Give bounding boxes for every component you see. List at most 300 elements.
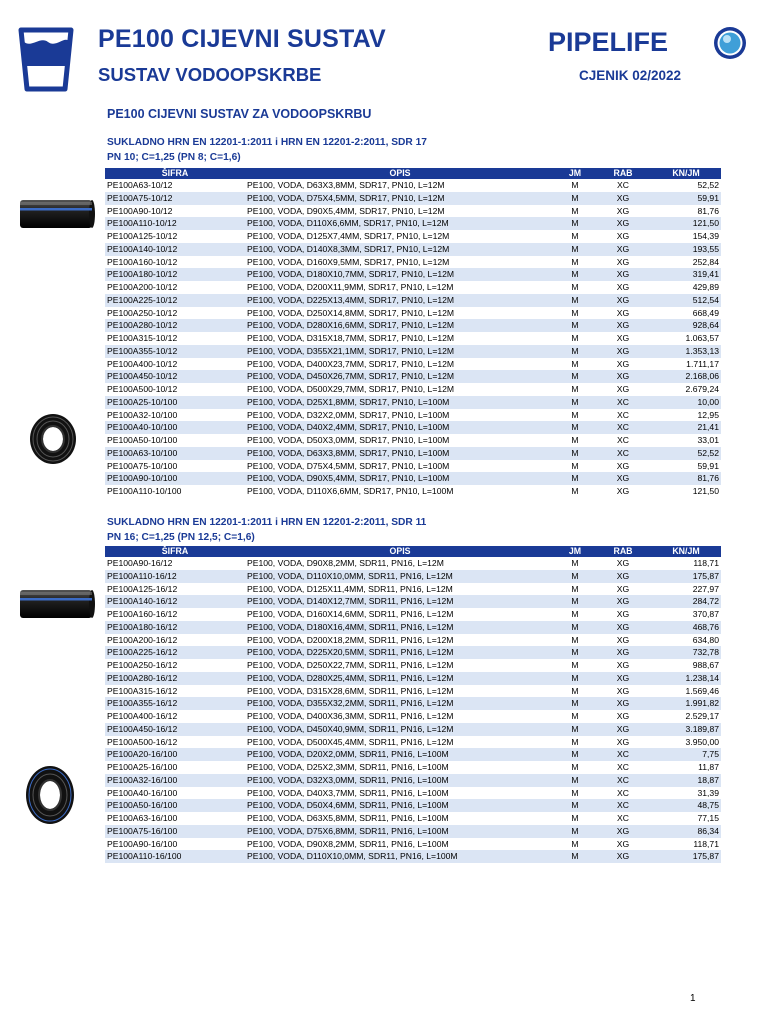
cell-jm: M	[555, 217, 595, 230]
cell-price: 1.063,57	[685, 333, 719, 343]
table-row	[105, 383, 721, 396]
cell-price: 1.353,13	[651, 345, 721, 358]
cell-opis: PE100, VODA, D500X29,7MM, SDR17, PN10, L=12M	[247, 384, 455, 394]
table-row	[105, 723, 721, 736]
cell-sifra: PE100A180-16/12	[105, 621, 245, 634]
cell-price: 81,76	[651, 472, 721, 485]
cell-opis: PE100, VODA, D20X2,0MM, SDR11, PN16, L=100M	[245, 748, 555, 761]
cell-price: 121,50	[651, 217, 721, 230]
table-row	[105, 332, 721, 345]
cell-opis: PE100, VODA, D160X14,6MM, SDR11, PN16, L=12M	[247, 609, 454, 619]
cell-rab: XC	[617, 787, 629, 798]
cell-price: 2.168,06	[651, 370, 721, 383]
cell-opis: PE100, VODA, D450X26,7MM, SDR17, PN10, L=12M	[245, 370, 555, 383]
cell-price: 11,87	[698, 762, 719, 772]
table2-pressure: PN 16; C=1,25 (PN 12,5; C=1,6)	[107, 532, 255, 543]
cell-price: 429,89	[692, 282, 719, 292]
cell-sifra: PE100A32-10/100	[107, 409, 178, 420]
cell-rab: XC	[595, 748, 651, 761]
cell-jm: M	[555, 697, 595, 710]
cell-rab: XG	[616, 583, 630, 594]
cell-opis: PE100, VODA, D250X22,7MM, SDR11, PN16, L=12M	[247, 660, 454, 670]
cell-jm: M	[571, 583, 579, 594]
cell-jm: M	[555, 243, 595, 256]
cell-sifra: PE100A315-10/12	[107, 333, 178, 343]
cell-opis: PE100, VODA, D25X1,8MM, SDR17, PN10, L=100M	[245, 396, 555, 409]
cell-rab: XG	[616, 660, 630, 670]
table-row	[105, 179, 721, 192]
table-row	[105, 345, 721, 358]
cell-jm: M	[571, 711, 579, 721]
cell-price: 33,01	[697, 435, 719, 445]
cell-sifra: PE100A50-10/100	[107, 435, 178, 445]
cell-price: 3.189,87	[651, 723, 721, 736]
straight-pipe-image	[18, 197, 96, 231]
cell-sifra: PE100A90-16/12	[107, 558, 173, 568]
cell-rab: XG	[595, 268, 651, 281]
cell-sifra: PE100A355-16/12	[105, 697, 245, 710]
cell-opis: PE100, VODA, D90X5,4MM, SDR17, PN10, L=12M	[247, 205, 445, 216]
cell-sifra: PE100A20-16/100	[105, 748, 245, 761]
cell-sifra: PE100A75-10/100	[107, 460, 178, 471]
cell-sifra: PE100A90-16/100	[107, 838, 178, 849]
brand-logo-text: PIPELIFE	[548, 27, 669, 57]
cell-rab: XC	[595, 447, 651, 460]
water-glass-logo-icon	[18, 26, 74, 92]
cell-jm: M	[555, 799, 595, 812]
table1-standard: SUKLADNO HRN EN 12201-1:2011 i HRN EN 12201-2:2011, SDR 17	[107, 137, 427, 148]
cell-price: 81,76	[697, 205, 719, 216]
cell-sifra: PE100A50-16/100	[105, 799, 245, 812]
table-row	[105, 812, 721, 825]
cell-sifra: PE100A75-10/12	[105, 192, 245, 205]
cell-jm: M	[571, 558, 579, 568]
table-row	[105, 205, 721, 218]
table-row	[105, 825, 721, 838]
cell-jm: M	[555, 396, 595, 409]
cell-price: 59,91	[697, 460, 719, 471]
cell-jm: M	[571, 384, 579, 394]
cell-jm: M	[571, 282, 579, 292]
table-row	[105, 595, 721, 608]
table-row	[105, 434, 721, 447]
cell-sifra: PE100A200-10/12	[107, 282, 178, 292]
cell-opis: PE100, VODA, D63X3,8MM, SDR17, PN10, L=100M	[245, 447, 555, 460]
cell-opis: PE100, VODA, D110X6,6MM, SDR17, PN10, L=100M	[247, 486, 454, 496]
cell-jm: M	[571, 205, 579, 216]
cell-sifra: PE100A250-10/12	[107, 307, 178, 318]
cell-opis: PE100, VODA, D400X36,3MM, SDR11, PN16, L=12M	[247, 711, 454, 721]
cell-rab: XG	[616, 486, 630, 496]
cell-jm: M	[571, 813, 579, 823]
cell-rab: XC	[617, 813, 629, 823]
cell-price: 59,91	[651, 192, 721, 205]
cell-price: 3.950,00	[685, 736, 719, 747]
cell-sifra: PE100A140-10/12	[105, 243, 245, 256]
cell-sifra: PE100A40-10/100	[105, 421, 245, 434]
cell-opis: PE100, VODA, D90X8,2MM, SDR11, PN16, L=12M	[247, 558, 444, 568]
cell-jm: M	[555, 319, 595, 332]
cell-opis: PE100, VODA, D50X4,6MM, SDR11, PN16, L=100M	[245, 799, 555, 812]
table-row	[105, 230, 721, 243]
cell-sifra: PE100A315-16/12	[107, 685, 178, 696]
table-row	[105, 485, 721, 498]
cell-rab: XG	[595, 672, 651, 685]
cell-jm: M	[555, 294, 595, 307]
table-row	[105, 799, 721, 812]
cell-sifra: PE100A400-10/12	[107, 358, 178, 369]
cell-price: 252,84	[692, 256, 719, 267]
cell-jm: M	[555, 723, 595, 736]
table-header-row	[105, 168, 721, 179]
cell-rab: XG	[595, 595, 651, 608]
cell-sifra: PE100A140-16/12	[105, 595, 245, 608]
price-table-sdr11	[105, 546, 721, 863]
cell-price: 18,87	[651, 774, 721, 787]
cell-sifra: PE100A280-16/12	[105, 672, 245, 685]
cell-sifra: PE100A90-10/12	[107, 205, 173, 216]
cell-jm: M	[555, 672, 595, 685]
cell-price: 52,52	[651, 447, 721, 460]
cell-sifra: PE100A355-10/12	[105, 345, 245, 358]
cell-rab: XG	[616, 384, 630, 394]
cell-rab: XG	[595, 370, 651, 383]
cell-opis: PE100, VODA, D180X10,7MM, SDR17, PN10, L=12M	[245, 268, 555, 281]
cell-rab: XG	[616, 307, 630, 318]
cell-rab: XG	[616, 736, 630, 747]
column-header-sifra: ŠIFRA	[105, 168, 245, 179]
column-header-jm: JM	[555, 546, 595, 557]
cell-rab: XG	[616, 205, 630, 216]
table-row	[105, 608, 721, 621]
cell-rab: XG	[616, 685, 630, 696]
cell-rab: XG	[595, 294, 651, 307]
column-header-rab: RAB	[595, 168, 651, 179]
column-header-price: KN/JM	[651, 168, 721, 179]
cell-jm: M	[571, 231, 579, 241]
cell-opis: PE100, VODA, D32X3,0MM, SDR11, PN16, L=100M	[245, 774, 555, 787]
cell-price: 370,87	[692, 609, 719, 619]
cell-price: 1.569,46	[685, 685, 719, 696]
cell-jm: M	[555, 646, 595, 659]
table-row	[105, 447, 721, 460]
cell-opis: PE100, VODA, D75X4,5MM, SDR17, PN10, L=100M	[247, 460, 450, 471]
cell-rab: XG	[616, 256, 630, 267]
cell-sifra: PE100A25-16/100	[107, 762, 178, 772]
table-row	[105, 319, 721, 332]
cell-price: 1.991,82	[651, 697, 721, 710]
table-row	[105, 370, 721, 383]
cell-opis: PE100, VODA, D125X7,4MM, SDR17, PN10, L=12M	[247, 231, 450, 241]
cell-price: 732,78	[651, 646, 721, 659]
cell-opis: PE100, VODA, D160X9,5MM, SDR17, PN10, L=12M	[247, 256, 450, 267]
cell-price: 175,87	[651, 850, 721, 863]
cell-price: 988,67	[692, 660, 719, 670]
page-title: PE100 CIJEVNI SUSTAV	[98, 25, 386, 53]
cell-opis: PE100, VODA, D75X6,8MM, SDR11, PN16, L=100M	[245, 825, 555, 838]
cell-sifra: PE100A450-16/12	[105, 723, 245, 736]
cell-jm: M	[555, 748, 595, 761]
cell-jm: M	[555, 825, 595, 838]
cell-jm: M	[571, 486, 579, 496]
cell-price: 1.238,14	[651, 672, 721, 685]
cell-jm: M	[555, 570, 595, 583]
cell-rab: XC	[595, 799, 651, 812]
table-row	[105, 761, 721, 774]
cell-rab: XG	[616, 711, 630, 721]
column-header-price: KN/JM	[651, 546, 721, 557]
cell-opis: PE100, VODA, D110X10,0MM, SDR11, PN16, L=100M	[245, 850, 555, 863]
table-row	[105, 396, 721, 409]
cell-jm: M	[555, 621, 595, 634]
cell-rab: XG	[616, 634, 630, 645]
cell-sifra: PE100A63-10/100	[105, 447, 245, 460]
cell-sifra: PE100A40-16/100	[107, 787, 178, 798]
pipe-coil-image	[28, 412, 78, 466]
cell-sifra: PE100A63-10/12	[107, 180, 173, 190]
table-row	[105, 217, 721, 230]
cell-opis: PE100, VODA, D280X16,6MM, SDR17, PN10, L=12M	[245, 319, 555, 332]
cell-rab: XG	[616, 282, 630, 292]
cell-rab: XG	[595, 345, 651, 358]
cell-opis: PE100, VODA, D250X14,8MM, SDR17, PN10, L=12M	[247, 307, 455, 318]
cell-opis: PE100, VODA, D355X32,2MM, SDR11, PN16, L=12M	[245, 697, 555, 710]
table2-standard: SUKLADNO HRN EN 12201-1:2011 i HRN EN 12201-2:2011, SDR 11	[107, 517, 427, 528]
cell-rab: XC	[617, 180, 629, 190]
table-row	[105, 659, 721, 672]
cell-price: 319,41	[651, 268, 721, 281]
table-row	[105, 774, 721, 787]
cell-rab: XG	[595, 472, 651, 485]
cell-price: 77,15	[697, 813, 719, 823]
cell-opis: PE100, VODA, D180X16,4MM, SDR11, PN16, L=12M	[245, 621, 555, 634]
cell-sifra: PE100A63-16/100	[107, 813, 178, 823]
cell-jm: M	[571, 660, 579, 670]
cell-jm: M	[571, 358, 579, 369]
cell-sifra: PE100A225-10/12	[105, 294, 245, 307]
cell-price: 634,80	[692, 634, 719, 645]
cell-jm: M	[555, 345, 595, 358]
cell-rab: XC	[595, 421, 651, 434]
cell-jm: M	[571, 609, 579, 619]
cell-sifra: PE100A25-10/100	[105, 396, 245, 409]
pipelife-ball-icon	[713, 26, 747, 60]
cell-price: 154,39	[692, 231, 719, 241]
table-row	[105, 672, 721, 685]
cell-rab: XC	[595, 774, 651, 787]
cell-sifra: PE100A110-16/12	[105, 570, 245, 583]
table-row	[105, 358, 721, 371]
table-row	[105, 646, 721, 659]
cell-sifra: PE100A250-16/12	[107, 660, 178, 670]
table-row	[105, 243, 721, 256]
cell-price: 7,75	[651, 748, 721, 761]
cell-jm: M	[571, 307, 579, 318]
cell-opis: PE100, VODA, D90X5,4MM, SDR17, PN10, L=100M	[245, 472, 555, 485]
cell-jm: M	[571, 180, 579, 190]
cell-rab: XG	[595, 646, 651, 659]
cell-price: 48,75	[651, 799, 721, 812]
cell-price: 2.679,24	[685, 384, 719, 394]
cell-opis: PE100, VODA, D90X8,2MM, SDR11, PN16, L=100M	[247, 838, 449, 849]
cell-jm: M	[571, 787, 579, 798]
price-list-label: CJENIK 02/2022	[579, 68, 682, 83]
cell-price: 121,50	[692, 486, 719, 496]
cell-sifra: PE100A200-16/12	[107, 634, 178, 645]
cell-opis: PE100, VODA, D200X18,2MM, SDR11, PN16, L=12M	[247, 634, 454, 645]
cell-rab: XC	[595, 396, 651, 409]
price-table-sdr17	[105, 168, 721, 498]
table-row	[105, 838, 721, 851]
table-row	[105, 697, 721, 710]
cell-jm: M	[571, 333, 579, 343]
table-row	[105, 307, 721, 320]
cell-opis: PE100, VODA, D140X12,7MM, SDR11, PN16, L=12M	[245, 595, 555, 608]
table-row	[105, 409, 721, 422]
table-row	[105, 256, 721, 269]
cell-jm: M	[571, 409, 579, 420]
cell-price: 1.711,17	[686, 358, 719, 369]
cell-price: 468,76	[651, 621, 721, 634]
cell-opis: PE100, VODA, D63X3,8MM, SDR17, PN10, L=12M	[247, 180, 445, 190]
cell-rab: XG	[616, 558, 630, 568]
cell-rab: XG	[595, 192, 651, 205]
cell-rab: XG	[595, 570, 651, 583]
cell-jm: M	[571, 762, 579, 772]
cell-rab: XG	[595, 319, 651, 332]
cell-rab: XG	[595, 217, 651, 230]
cell-opis: PE100, VODA, D50X3,0MM, SDR17, PN10, L=100M	[247, 435, 450, 445]
table-row	[105, 634, 721, 647]
table-row	[105, 421, 721, 434]
cell-price: 193,55	[651, 243, 721, 256]
cell-sifra: PE100A180-10/12	[105, 268, 245, 281]
table-row	[105, 557, 721, 570]
table-row	[105, 281, 721, 294]
cell-opis: PE100, VODA, D75X4,5MM, SDR17, PN10, L=12M	[245, 192, 555, 205]
cell-price: 227,97	[692, 583, 719, 594]
cell-sifra: PE100A110-10/100	[107, 486, 182, 496]
cell-rab: XG	[616, 838, 630, 849]
cell-price: 10,00	[651, 396, 721, 409]
cell-rab: XC	[617, 435, 629, 445]
cell-price: 118,71	[693, 558, 719, 568]
cell-opis: PE100, VODA, D40X3,7MM, SDR11, PN16, L=100M	[247, 787, 449, 798]
table-row	[105, 472, 721, 485]
cell-rab: XG	[595, 850, 651, 863]
cell-rab: XG	[616, 333, 630, 343]
cell-sifra: PE100A32-16/100	[105, 774, 245, 787]
page-number: 1	[690, 993, 696, 1004]
cell-jm: M	[571, 435, 579, 445]
cell-rab: XG	[595, 825, 651, 838]
cell-jm: M	[555, 774, 595, 787]
cell-sifra: PE100A160-16/12	[107, 609, 178, 619]
cell-jm: M	[571, 736, 579, 747]
cell-sifra: PE100A75-16/100	[105, 825, 245, 838]
cell-price: 118,71	[693, 838, 719, 849]
cell-sifra: PE100A500-16/12	[107, 736, 178, 747]
cell-jm: M	[555, 595, 595, 608]
cell-rab: XG	[616, 460, 630, 471]
cell-sifra: PE100A125-16/12	[107, 583, 178, 594]
cell-jm: M	[571, 460, 579, 471]
cell-opis: PE100, VODA, D225X20,5MM, SDR11, PN16, L=12M	[245, 646, 555, 659]
page-subtitle: SUSTAV VODOOPSKRBE	[98, 64, 322, 85]
cell-opis: PE100, VODA, D110X6,6MM, SDR17, PN10, L=12M	[245, 217, 555, 230]
cell-opis: PE100, VODA, D450X40,9MM, SDR11, PN16, L=12M	[245, 723, 555, 736]
cell-price: 86,34	[651, 825, 721, 838]
cell-jm: M	[571, 256, 579, 267]
table-row	[105, 268, 721, 281]
cell-sifra: PE100A225-16/12	[105, 646, 245, 659]
cell-opis: PE100, VODA, D225X13,4MM, SDR17, PN10, L=12M	[245, 294, 555, 307]
cell-opis: PE100, VODA, D315X18,7MM, SDR17, PN10, L=12M	[247, 333, 455, 343]
table-row	[105, 192, 721, 205]
table-row	[105, 787, 721, 800]
column-header-rab: RAB	[595, 546, 651, 557]
cell-sifra: PE100A125-10/12	[107, 231, 178, 241]
cell-opis: PE100, VODA, D280X25,4MM, SDR11, PN16, L=12M	[245, 672, 555, 685]
cell-sifra: PE100A450-10/12	[105, 370, 245, 383]
table-row	[105, 621, 721, 634]
table-row	[105, 710, 721, 723]
cell-rab: XG	[595, 697, 651, 710]
table1-pressure: PN 10; C=1,25 (PN 8; C=1,6)	[107, 152, 241, 163]
column-header-jm: JM	[555, 168, 595, 179]
table-row	[105, 748, 721, 761]
cell-rab: XG	[595, 243, 651, 256]
cell-opis: PE100, VODA, D125X11,4MM, SDR11, PN16, L=12M	[247, 583, 453, 594]
cell-rab: XG	[616, 231, 630, 241]
table-header-row	[105, 546, 721, 557]
cell-rab: XC	[617, 762, 629, 772]
cell-opis: PE100, VODA, D63X5,8MM, SDR11, PN16, L=100M	[247, 813, 449, 823]
cell-opis: PE100, VODA, D200X11,9MM, SDR17, PN10, L=12M	[247, 282, 454, 292]
section-title: PE100 CIJEVNI SUSTAV ZA VODOOPSKRBU	[107, 107, 372, 121]
cell-price: 928,64	[651, 319, 721, 332]
column-header-opis: OPIS	[245, 546, 555, 557]
cell-opis: PE100, VODA, D355X21,1MM, SDR17, PN10, L=12M	[245, 345, 555, 358]
table-row	[105, 583, 721, 596]
cell-opis: PE100, VODA, D40X2,4MM, SDR17, PN10, L=100M	[245, 421, 555, 434]
cell-price: 31,39	[697, 787, 719, 798]
table-row	[105, 570, 721, 583]
cell-opis: PE100, VODA, D500X45,4MM, SDR11, PN16, L=12M	[247, 736, 454, 747]
table-row	[105, 850, 721, 863]
cell-jm: M	[555, 447, 595, 460]
table-row	[105, 685, 721, 698]
cell-jm: M	[571, 685, 579, 696]
cell-opis: PE100, VODA, D140X8,3MM, SDR17, PN10, L=12M	[245, 243, 555, 256]
cell-sifra: PE100A400-16/12	[107, 711, 178, 721]
cell-sifra: PE100A280-10/12	[105, 319, 245, 332]
cell-opis: PE100, VODA, D32X2,0MM, SDR17, PN10, L=100M	[247, 409, 450, 420]
straight-pipe-image	[18, 587, 96, 621]
cell-jm: M	[555, 472, 595, 485]
table-row	[105, 460, 721, 473]
cell-jm: M	[571, 634, 579, 645]
cell-price: 284,72	[651, 595, 721, 608]
cell-price: 512,54	[651, 294, 721, 307]
cell-opis: PE100, VODA, D315X28,6MM, SDR11, PN16, L=12M	[247, 685, 454, 696]
cell-jm: M	[555, 850, 595, 863]
cell-jm: M	[555, 370, 595, 383]
cell-sifra: PE100A110-16/100	[105, 850, 245, 863]
cell-jm: M	[571, 838, 579, 849]
cell-price: 12,95	[697, 409, 719, 420]
cell-rab: XG	[616, 358, 630, 369]
